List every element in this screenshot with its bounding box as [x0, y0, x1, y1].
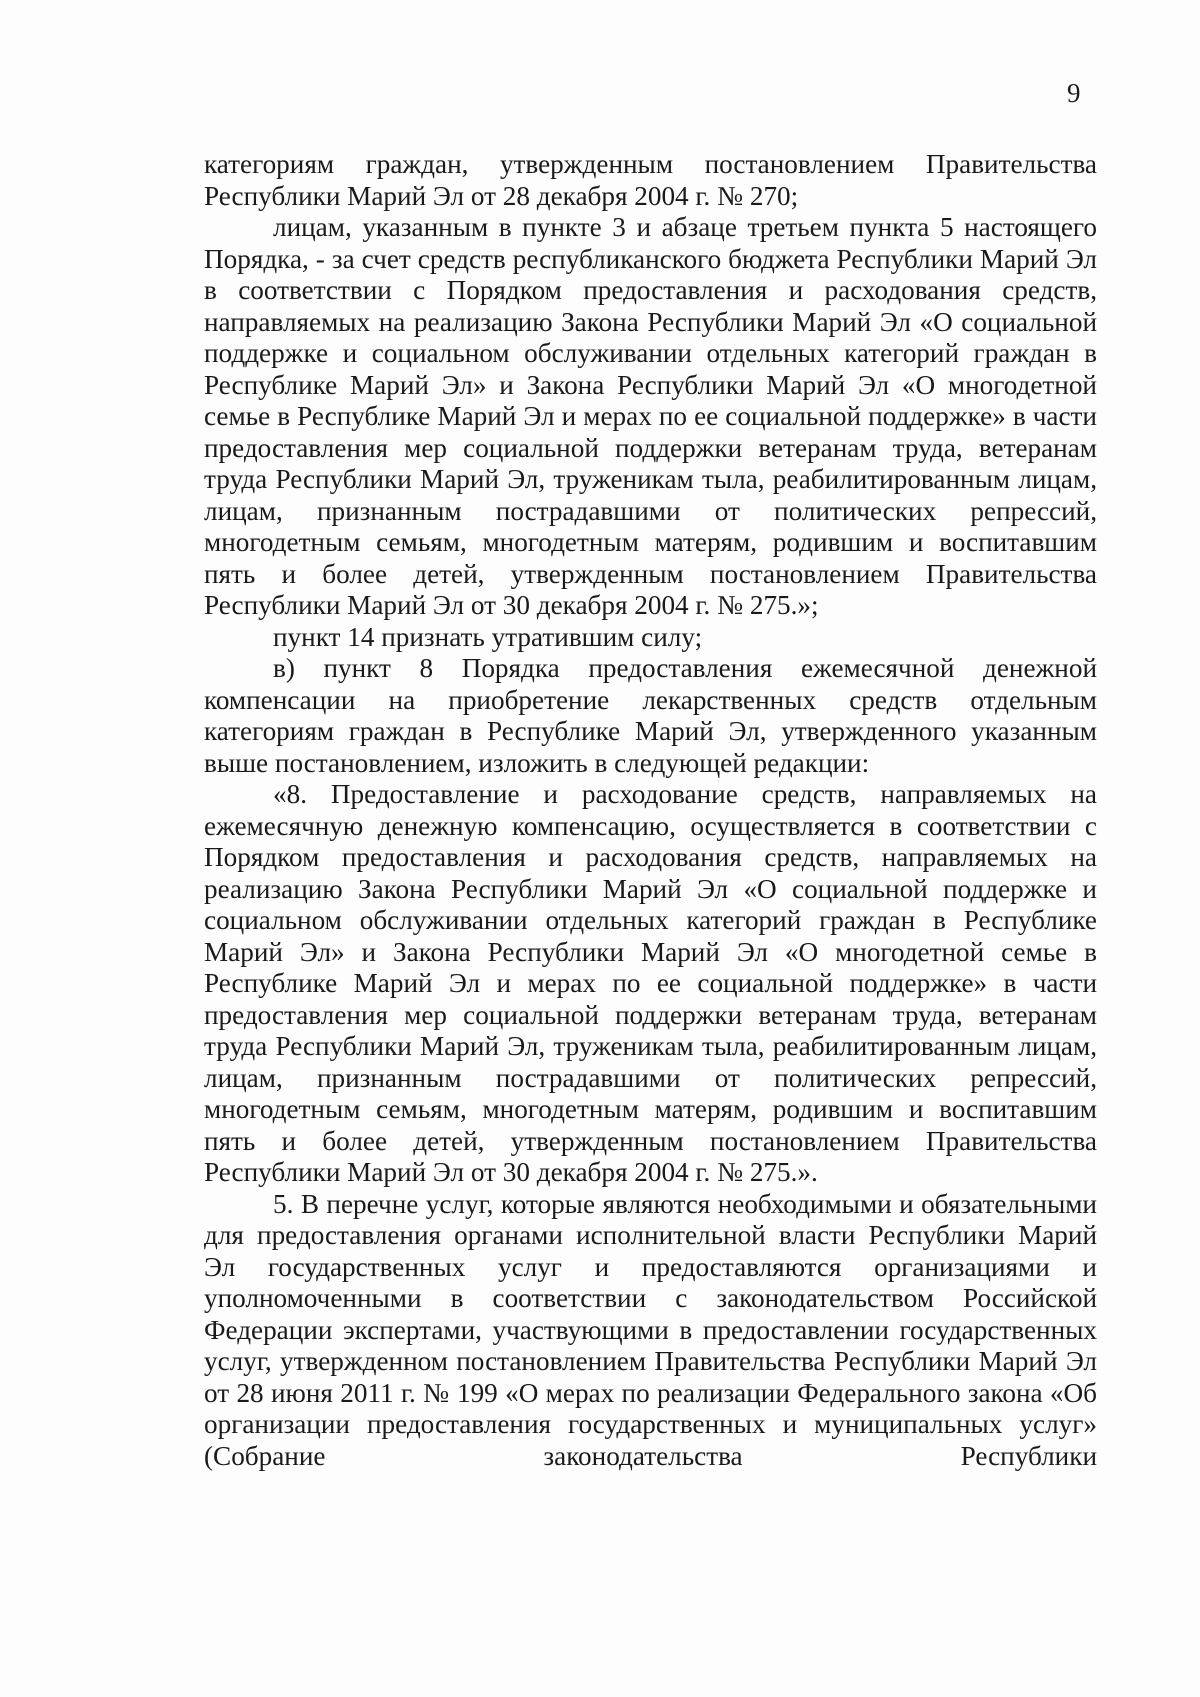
paragraph-continuation: категориям граждан, утвержденным постановлением Правительства Республики Марий Эл от 28 декабря 2004 г. № 270; [204, 149, 1097, 211]
paragraph-subitem-v: в) пункт 8 Порядка предоставления ежемесячной денежной компенсации на приобретение лекарственных средств отдельным категориям граждан в Республике Марий Эл, утвержденного указанным выше постановлением, изложить в следующей редакции: [204, 653, 1097, 778]
paragraph-item-5: 5. В перечне услуг, которые являются необходимыми и обязательными для предоставления органами исполнительной власти Республики Марий Эл государственных услуг и предоставляются организациями и уполномоченными в соответствии с законодательством Российской Федерации экспертами, участвующими в предоставлении государственных услуг, утвержденном постановлением Правительства Республики Марий Эл от 28 июня 2011 г. № 199 «О мерах по реализации Федерального закона «Об организации предоставления государственных и муниципальных услуг» (Собрание законодательства Республики [204, 1188, 1097, 1471]
document-body [204, 149, 1097, 1472]
page-number: 9 [1067, 78, 1081, 108]
paragraph-item-8-new-wording: «8. Предоставление и расходование средств, направляемых на ежемесячную денежную компенсацию, осуществляется в соответствии с Порядком предоставления и расходования средств, направляемых на реализацию Закона Республики Марий Эл «О социальной поддержке и социальном обслуживании отдельных категорий граждан в Республике Марий Эл» и Закона Республики Марий Эл «О многодетной семье в Республике Марий Эл и мерах по ее социальной поддержке» в части предоставления мер социальной поддержки ветеранам труда, ветеранам труда Республики Марий Эл, труженикам тыла, реабилитированным лицам, лицам, признанным пострадавшими от политических репрессий, многодетным семьям, многодетным матерям, родившим и воспитавшим пять и более детей, утвержденным постановлением Правительства Республики Марий Эл от 30 декабря 2004 г. № 275.». [204, 779, 1097, 1187]
paragraph-persons-clause: лицам, указанным в пункте 3 и абзаце третьем пункта 5 настоящего Порядка, - за счет средств республиканского бюджета Республики Марий Эл в соответствии с Порядком предоставления и расходования средств, направляемых на реализацию Закона Республики Марий Эл «О социальной поддержке и социальном обслуживании отдельных категорий граждан в Республике Марий Эл» и Закона Республики Марий Эл «О многодетной семье в Республике Марий Эл и мерах по ее социальной поддержке» в части предоставления мер социальной поддержки ветеранам труда, ветеранам труда Республики Марий Эл, труженикам тыла, реабилитированным лицам, лицам, признанным пострадавшими от политических репрессий, многодетным семьям, многодетным матерям, родившим и воспитавшим пять и более детей, утвержденным постановлением Правительства Республики Марий Эл от 30 декабря 2004 г. № 275.»; [204, 212, 1097, 620]
paragraph-item-14-repeal: пункт 14 признать утратившим силу; [273, 621, 703, 652]
